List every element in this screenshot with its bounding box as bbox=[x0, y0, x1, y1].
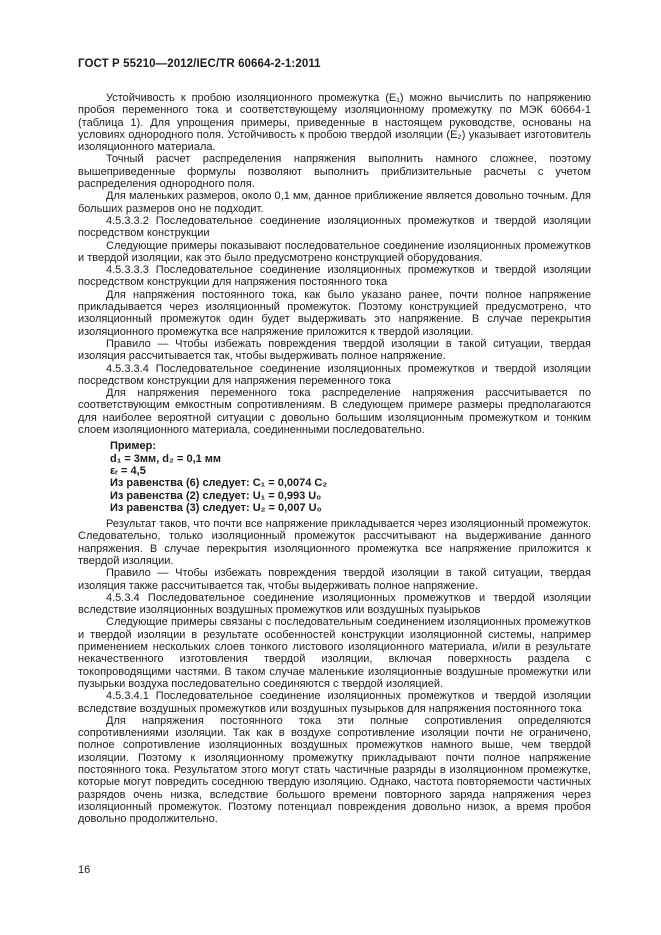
section-heading: 4.5.3.3.3 Последовательное соединение изоляционных промежутков и твердой изоляции посредством конструкции для напряжения постоянного тока bbox=[78, 264, 591, 289]
paragraph: Правило — Чтобы избежать повреждения твердой изоляции в такой ситуации, твердая изоляция рассчитывается так, чтобы выдерживать полное напряжение. bbox=[78, 337, 591, 363]
paragraph: Для напряжения постоянного тока, как было указано ранее, почти полное напряжение прикладывается через изоляционный промежуток. Поэтому конструкцией предусмотрено, что изоляционный промежуток один будет выдерживать это напряжение. В случае перекрытия изоляционного промежутка все напряжение приложится к твердой изоляции. bbox=[78, 288, 591, 338]
example-line: Пример: bbox=[110, 440, 157, 453]
example-line: Из равенства (2) следует: U₁ = 0,993 U₀ bbox=[110, 489, 322, 502]
paragraph: Для маленьких размеров, около 0,1 мм, данное приближение является довольно точным. Для больших размеров оно не подходит. bbox=[78, 190, 591, 215]
paragraph: Следующие примеры связаны с последовательным соединением изоляционных промежутков и твердой изоляции в результате особенностей конструкции изоляционной системы, например применением нескольких слоев тонкого листового изоляционного материала, и/или в результате некачественного изготовления твердой изоляции, включая поверхность раздела с токопроводящими частями. В таком случае маленькие изоляционные воздушные промежутки или пузырьки воздуха последовательно соединяются с твердой изоляцией. bbox=[78, 616, 591, 690]
example-line: d₁ = 3мм, d₂ = 0,1 мм bbox=[110, 452, 222, 465]
paragraph: Правило — Чтобы избежать повреждения твердой изоляции в такой ситуации, твердая изоляция также рассчитывается так, чтобы выдерживать полное напряжение. bbox=[78, 567, 591, 592]
paragraph: Для напряжения переменного тока распределение напряжения рассчитывается по соответствующим емкостным сопротивлениям. В следующем примере размеры предполагаются для наиболее вероятной ситуации с довольно большим изоляционным промежутком и тонким слоем изоляционного материала, соединенными последовательно. bbox=[78, 387, 591, 437]
example-line: εᵣ = 4,5 bbox=[110, 464, 146, 477]
section-heading: 4.5.3.4 Последовательное соединение изоляционных промежутков и твердой изоляции вследствие изоляционных воздушных промежутков или воздушных пузырьков bbox=[78, 591, 591, 617]
section-heading: 4.5.3.3.2 Последовательное соединение изоляционных промежутков и твердой изоляции посредством конструкции bbox=[78, 214, 591, 240]
document-header: ГОСТ Р 55210—2012/IEC/TR 60664-2-1:2011 bbox=[78, 58, 321, 70]
paragraph: Точный расчет распределения напряжения выполнить намного сложнее, поэтому вышеприведенные формулы позволяют выполнить приблизительные расчеты с учетом распределения однородного поля. bbox=[78, 153, 591, 191]
section-heading: 4.5.3.3.4 Последовательное соединение изоляционных промежутков и твердой изоляции посредством конструкции для напряжения переменного тока bbox=[78, 362, 591, 387]
paragraph: Устойчивость к пробою изоляционного промежутка (E₁) можно вычислить по напряжению пробоя переменного тока и соответствующему изоляционному промежутку по МЭК 60664-1 (таблица 1). Для упрощения примеры, приведенные в настоящем руководстве, основаны на условиях однородного поля. Устойчивость к пробою твердой изоляции (E₂) указывает изготовитель изоляционного материала. bbox=[78, 92, 591, 154]
page-number: 16 bbox=[78, 864, 91, 876]
example-line: Из равенства (3) следует: U₂ = 0,007 U₀ bbox=[110, 501, 322, 514]
section-heading: 4.5.3.4.1 Последовательное соединение изоляционных промежутков и твердой изоляции вследствие воздушных промежутков или воздушных пузырьков для напряжения постоянного тока bbox=[78, 690, 591, 715]
example-block bbox=[110, 440, 591, 514]
example-line: Из равенства (6) следует: C₁ = 0,0074 C₂ bbox=[110, 477, 328, 490]
paragraph: Для напряжения постоянного тока эти полные сопротивления определяются сопротивлениями изоляции. Так как в воздухе сопротивление изоляции почти не ограничено, полное сопротивление изоляционных воздушных промежутков намного выше, чем твердой изоляции. Поэтому к изоляционному промежутку прикладывают почти полное напряжение постоянного тока. Результатом этого могут стать частичные разряды в изоляционном промежутке, которые могут повредить соседнюю твердую изоляцию. Однако, частота повторяемости частичных разрядов очень низка, вследствие большого времени повторного заряда напряжения через изоляционный промежуток. Поэтому потенциал повреждения довольно низок, а время пробоя довольно продолжительно. bbox=[78, 714, 591, 826]
paragraph: Результат таков, что почти все напряжение прикладывается через изоляционный промежуток. Следовательно, только изоляционный промежуток рассчитывают на выдерживание данного напряжения. В случае перекрытия изоляционного промежутка все напряжение приложится к твердой изоляции. bbox=[78, 518, 591, 567]
paragraph: Следующие примеры показывают последовательное соединение изоляционных промежутков и твердой изоляции, как это было предусмотрено конструкцией оборудования. bbox=[78, 239, 591, 264]
document-body bbox=[78, 92, 591, 826]
page-content bbox=[78, 58, 591, 826]
